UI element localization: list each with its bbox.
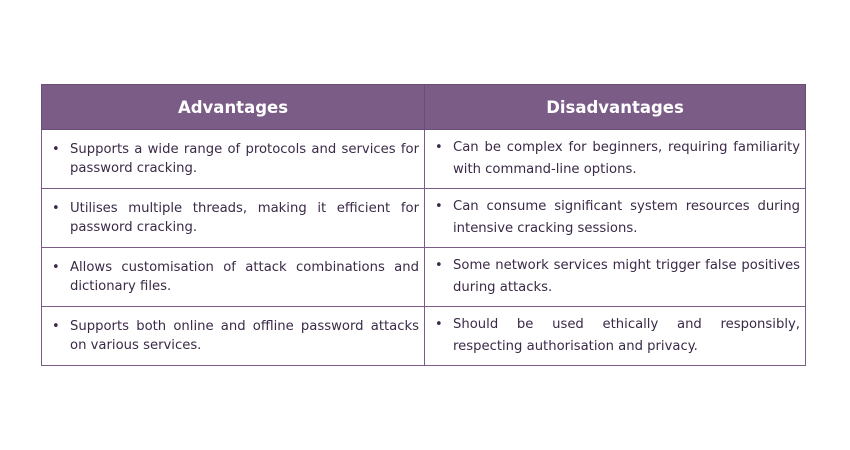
advantage-cell bbox=[42, 248, 425, 307]
advantages-header: Advantages bbox=[42, 85, 425, 130]
disadvantage-cell bbox=[425, 248, 806, 307]
pros-cons-table bbox=[41, 84, 806, 366]
advantage-text: Utilises multiple threads, making it efficient for password cracking. bbox=[70, 201, 419, 235]
table-row bbox=[42, 307, 806, 366]
bullet-icon: • bbox=[52, 142, 60, 157]
disadvantage-text: Can consume significant system resources during intensive cracking sessions. bbox=[453, 199, 800, 236]
table-row bbox=[42, 189, 806, 248]
advantage-text: Allows customisation of attack combinations and dictionary files. bbox=[70, 260, 419, 294]
advantage-cell bbox=[42, 130, 425, 189]
disadvantage-cell bbox=[425, 130, 806, 189]
table-row bbox=[42, 248, 806, 307]
bullet-icon: • bbox=[435, 140, 443, 155]
bullet-icon: • bbox=[435, 317, 443, 332]
disadvantages-header: Disadvantages bbox=[425, 85, 806, 130]
table-header-row bbox=[42, 85, 806, 130]
bullet-icon: • bbox=[435, 258, 443, 273]
advantage-cell bbox=[42, 307, 425, 366]
bullet-icon: • bbox=[52, 260, 60, 275]
advantage-text: Supports a wide range of protocols and services for password cracking. bbox=[70, 142, 419, 176]
bullet-icon: • bbox=[52, 319, 60, 334]
bullet-icon: • bbox=[52, 201, 60, 216]
disadvantage-text: Can be complex for beginners, requiring familiarity with command-line options. bbox=[453, 140, 800, 177]
table-row bbox=[42, 130, 806, 189]
advantage-cell bbox=[42, 189, 425, 248]
advantage-text: Supports both online and offline password attacks on various services. bbox=[70, 319, 419, 353]
disadvantage-cell bbox=[425, 189, 806, 248]
disadvantage-text: Some network services might trigger false positives during attacks. bbox=[453, 258, 800, 295]
disadvantage-text: Should be used ethically and responsibly, respecting authorisation and privacy. bbox=[453, 317, 800, 354]
bullet-icon: • bbox=[435, 199, 443, 214]
disadvantage-cell bbox=[425, 307, 806, 366]
